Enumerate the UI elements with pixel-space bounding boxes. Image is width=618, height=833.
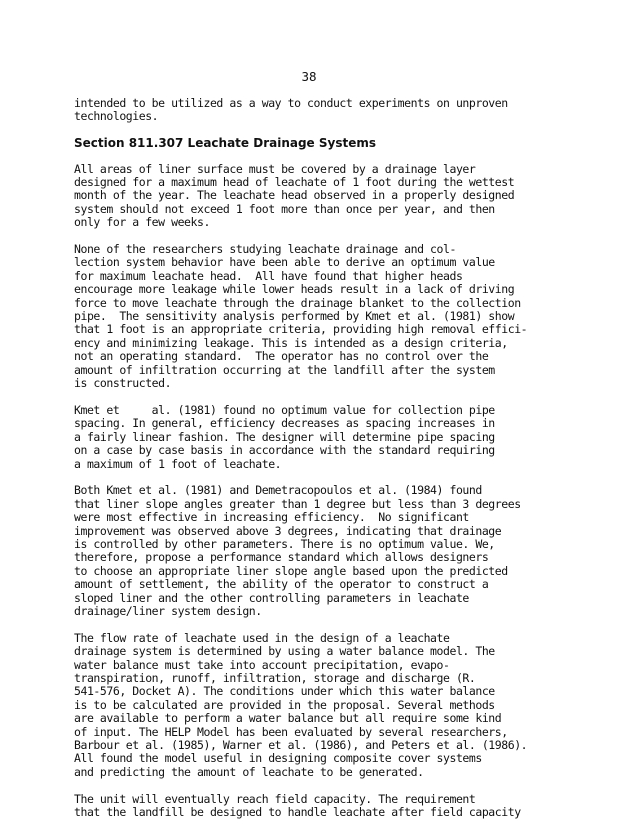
text-line: spacing. In general, efficiency decreases as spacing increases in (74, 417, 495, 431)
text-line: drainage system is determined by using a water balance model. The (74, 645, 495, 659)
text-line: were most effective in increasing efficiency. No significant (74, 511, 469, 525)
text-line: Barbour et al. (1985), Warner et al. (1986), and Peters et al. (1986). (74, 739, 528, 753)
text-line: is controlled by other parameters. There is no optimum value. We, (74, 537, 495, 551)
text-line: that the landfill be designed to handle leachate after field capacity (74, 806, 521, 820)
section-heading: Section 811.307 Leachate Drainage Systems (74, 136, 376, 151)
text-line: month of the year. The leachate head observed in a properly designed (74, 189, 515, 203)
text-line: encourage more leakage while lower heads result in a lack of driving (74, 283, 515, 297)
text-line: designed for a maximum head of leachate of 1 foot during the wettest (74, 176, 515, 190)
text-line: to choose an appropriate liner slope angle based upon the predicted (74, 564, 508, 578)
text-line: not an operating standard. The operator has no control over the (74, 350, 489, 364)
text-line: Both Kmet et al. (1981) and Demetracopoulos et al. (1984) found (74, 484, 482, 498)
text-line: therefore, propose a performance standard which allows designers (74, 551, 489, 565)
text-line: force to move leachate through the drainage blanket to the collection (74, 296, 521, 310)
text-line: All found the model useful in designing composite cover systems (74, 752, 482, 766)
intro-paragraph (74, 97, 554, 124)
text-line: water balance must take into account precipitation, evapo- (74, 658, 450, 672)
paragraph-field-capacity (74, 793, 554, 820)
paragraph-pipe-spacing (74, 404, 554, 471)
text-line: None of the researchers studying leachate drainage and col- (74, 243, 456, 257)
paragraph-researchers (74, 243, 554, 390)
paragraph-liner-slope (74, 484, 554, 618)
text-line: technologies. (74, 110, 159, 124)
text-line: is to be calculated are provided in the proposal. Several methods (74, 698, 495, 712)
text-line: pipe. The sensitivity analysis performed by Kmet et al. (1981) show (74, 310, 515, 324)
text-line: drainage/liner system design. (74, 604, 262, 618)
page-number: 38 (301, 69, 317, 84)
text-line: transpiration, runoff, infiltration, storage and discharge (R. (74, 671, 476, 685)
text-line: All areas of liner surface must be covered by a drainage layer (74, 162, 476, 176)
text-line: system should not exceed 1 foot more than once per year, and then (74, 202, 495, 216)
paragraph-drainage-layer (74, 163, 554, 230)
paragraph-water-balance (74, 632, 554, 779)
text-line: and predicting the amount of leachate to be generated. (74, 765, 424, 779)
document-body (74, 97, 554, 833)
text-line: The flow rate of leachate used in the design of a leachate (74, 631, 450, 645)
text-line: on a case by case basis in accordance with the standard requiring (74, 444, 495, 458)
text-line: amount of infiltration occurring at the landfill after the system (74, 363, 495, 377)
text-line: that liner slope angles greater than 1 degree but less than 3 degrees (74, 497, 521, 511)
text-line: that 1 foot is an appropriate criteria, providing high removal effici- (74, 323, 528, 337)
text-line: lection system behavior have been able to derive an optimum value (74, 256, 495, 270)
text-line: for maximum leachate head. All have found that higher heads (74, 269, 463, 283)
text-line: only for a few weeks. (74, 216, 210, 230)
text-line: intended to be utilized as a way to conduct experiments on unproven (74, 97, 508, 110)
text-line: Kmet et al. (1981) found no optimum value for collection pipe (74, 403, 495, 417)
text-line: amount of settlement, the ability of the operator to construct a (74, 578, 489, 592)
text-line: of input. The HELP Model has been evaluated by several researchers, (74, 725, 508, 739)
text-line: a maximum of 1 foot of leachate. (74, 457, 282, 471)
text-line: is constructed. (74, 377, 172, 391)
text-line: are available to perform a water balance but all require some kind (74, 712, 502, 726)
text-line: a fairly linear fashion. The designer will determine pipe spacing (74, 430, 495, 444)
text-line: improvement was observed above 3 degrees, indicating that drainage (74, 524, 502, 538)
text-line: The unit will eventually reach field capacity. The requirement (74, 792, 476, 806)
text-line: sloped liner and the other controlling parameters in leachate (74, 591, 469, 605)
text-line: 541-576, Docket A). The conditions under which this water balance (74, 685, 495, 699)
text-line: ency and minimizing leakage. This is intended as a design criteria, (74, 336, 508, 350)
